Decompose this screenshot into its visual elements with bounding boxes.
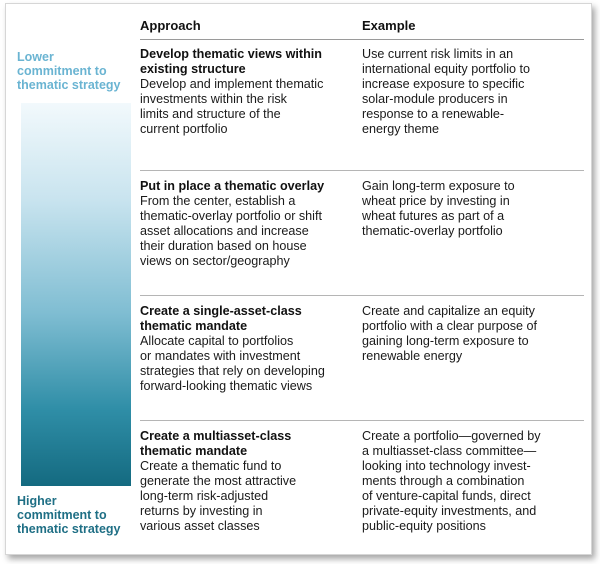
text-line: forward-looking thematic views bbox=[140, 379, 313, 393]
table-row bbox=[140, 179, 584, 289]
text-line: their duration based on house bbox=[140, 239, 307, 253]
text-line: energy theme bbox=[362, 122, 440, 136]
lower-label-line: thematic strategy bbox=[17, 78, 121, 92]
text-line: a multiasset-class committee— bbox=[362, 444, 537, 458]
text-line: renewable energy bbox=[362, 349, 463, 363]
text-line: public-equity positions bbox=[362, 519, 486, 533]
text-line: strategies that rely on developing bbox=[140, 364, 325, 378]
title-line: existing structure bbox=[140, 62, 246, 76]
text-line: thematic-overlay portfolio bbox=[362, 224, 503, 238]
title-line: Create a single-asset-class bbox=[140, 304, 302, 318]
example-cell bbox=[362, 304, 584, 364]
text-line: wheat futures as part of a bbox=[362, 209, 505, 223]
table-row bbox=[140, 304, 584, 414]
higher-label-line: Higher bbox=[17, 494, 57, 508]
approach-title bbox=[140, 47, 345, 77]
text-line: long-term risk-adjusted bbox=[140, 489, 269, 503]
text-line: wheat price by investing in bbox=[362, 194, 510, 208]
approach-title bbox=[140, 179, 345, 194]
text-line: private-equity investments, and bbox=[362, 504, 537, 518]
text-line: international equity portfolio to bbox=[362, 62, 531, 76]
text-line: asset allocations and increase bbox=[140, 224, 309, 238]
text-line: looking into technology invest- bbox=[362, 459, 531, 473]
text-line: response to a renewable- bbox=[362, 107, 505, 121]
title-line: Put in place a thematic overlay bbox=[140, 179, 325, 193]
title-line: thematic mandate bbox=[140, 319, 248, 333]
title-line: Create a multiasset-class bbox=[140, 429, 292, 443]
text-line: Create and capitalize an equity bbox=[362, 304, 535, 318]
title-line: thematic mandate bbox=[140, 444, 248, 458]
approach-description bbox=[140, 334, 345, 394]
text-line: ments through a combination bbox=[362, 474, 525, 488]
text-line: Gain long-term exposure to bbox=[362, 179, 515, 193]
text-line: From the center, establish a bbox=[140, 194, 296, 208]
text-line: portfolio with a clear purpose of bbox=[362, 319, 538, 333]
approach-title bbox=[140, 304, 345, 334]
text-line: increase exposure to specific bbox=[362, 77, 525, 91]
example-cell bbox=[362, 179, 584, 239]
row-divider bbox=[140, 420, 584, 421]
table-row bbox=[140, 429, 584, 541]
text-line: current portfolio bbox=[140, 122, 228, 136]
text-line: views on sector/geography bbox=[140, 254, 290, 268]
text-line: limits and structure of the bbox=[140, 107, 281, 121]
approach-cell bbox=[140, 179, 345, 269]
example-cell bbox=[362, 47, 584, 137]
text-line: various asset classes bbox=[140, 519, 260, 533]
text-line: or mandates with investment bbox=[140, 349, 301, 363]
lower-commitment-label bbox=[17, 50, 142, 92]
lower-label-line: commitment to bbox=[17, 64, 107, 78]
title-line: Develop thematic views within bbox=[140, 47, 322, 61]
text-line: thematic-overlay portfolio or shift bbox=[140, 209, 322, 223]
approach-cell bbox=[140, 304, 345, 394]
text-line: Create a thematic fund to bbox=[140, 459, 282, 473]
approach-description bbox=[140, 459, 345, 534]
approach-description bbox=[140, 77, 345, 137]
approach-description bbox=[140, 194, 345, 269]
higher-label-line: commitment to bbox=[17, 508, 107, 522]
approach-cell bbox=[140, 47, 345, 137]
example-cell bbox=[362, 429, 584, 534]
higher-commitment-label bbox=[17, 494, 142, 536]
text-line: gaining long-term exposure to bbox=[362, 334, 529, 348]
table-row bbox=[140, 47, 584, 172]
row-divider bbox=[140, 170, 584, 171]
text-line: Develop and implement thematic bbox=[140, 77, 324, 91]
row-divider bbox=[140, 295, 584, 296]
text-line: returns by investing in bbox=[140, 504, 263, 518]
approach-title bbox=[140, 429, 345, 459]
lower-label-line: Lower bbox=[17, 50, 54, 64]
text-line: Create a portfolio—governed by bbox=[362, 429, 541, 443]
approach-cell bbox=[140, 429, 345, 534]
higher-label-line: thematic strategy bbox=[17, 522, 121, 536]
text-line: solar-module producers in bbox=[362, 92, 508, 106]
approach-column-header: Approach bbox=[140, 18, 201, 33]
header-divider bbox=[140, 39, 584, 40]
text-line: of venture-capital funds, direct bbox=[362, 489, 531, 503]
text-line: Use current risk limits in an bbox=[362, 47, 514, 61]
text-line: generate the most attractive bbox=[140, 474, 297, 488]
text-line: Allocate capital to portfolios bbox=[140, 334, 294, 348]
commitment-gradient-bar bbox=[21, 103, 131, 486]
text-line: investments within the risk bbox=[140, 92, 287, 106]
example-column-header: Example bbox=[362, 18, 416, 33]
